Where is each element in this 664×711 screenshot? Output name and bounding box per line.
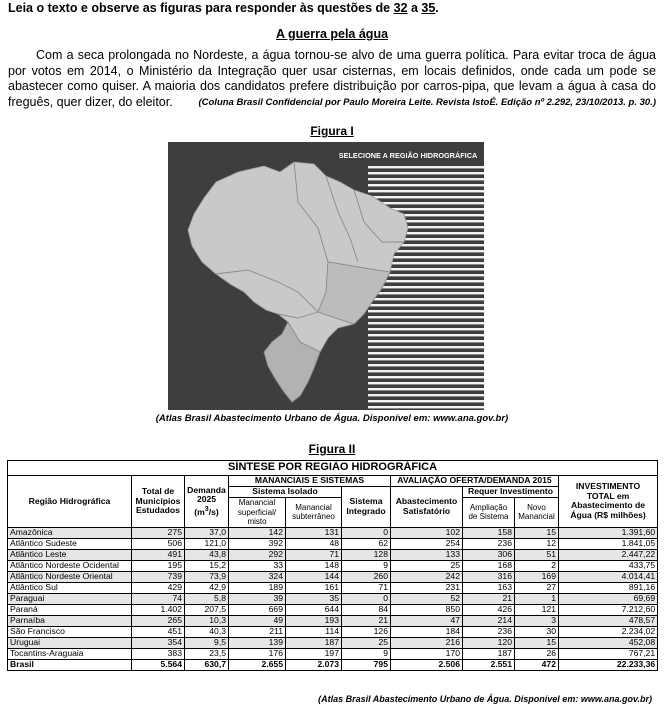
cell-municipios: 195 (132, 560, 185, 571)
table-row (8, 549, 658, 560)
cell-novo: 169 (515, 571, 559, 582)
map-stripe (368, 328, 484, 330)
header-superficial: Manancial superficial/ misto (229, 498, 286, 528)
cell-subterraneo: 48 (286, 538, 342, 549)
cell-demanda: 630,7 (185, 659, 229, 670)
instruction-text-middle: a (407, 1, 422, 15)
map-stripe (368, 292, 484, 294)
cell-name: Uruguai (8, 637, 132, 648)
cell-superficial: 39 (229, 593, 286, 604)
cell-subterraneo: 148 (286, 560, 342, 571)
table-row (8, 637, 658, 648)
header-avaliacao: AVALIAÇÃO OFERTA/DEMANDA 2015 (391, 476, 559, 487)
question-start-number: 32 (393, 1, 408, 15)
map-stripe (368, 304, 484, 306)
cell-integrado: 260 (342, 571, 391, 582)
cell-investimento: 767,21 (559, 648, 658, 659)
cell-superficial: 324 (229, 571, 286, 582)
cell-municipios: 74 (132, 593, 185, 604)
cell-superficial: 189 (229, 582, 286, 593)
cell-investimento: 1.841,05 (559, 538, 658, 549)
map-banner-text: SELECIONE A REGIÃO HIDROGRÁFICA (338, 151, 478, 160)
map-stripe (368, 376, 484, 378)
cell-investimento: 4.014,41 (559, 571, 658, 582)
cell-novo: 3 (515, 615, 559, 626)
figure-1-caption: (Atlas Brasil Abastecimento Urbano de Água. Disponível em: www.ana.gov.br) (155, 413, 509, 424)
header-sistema-isolado: Sistema Isolado (229, 487, 342, 498)
cell-superficial: 49 (229, 615, 286, 626)
instruction-text-start: Leia o texto e observe as figuras para responder às questões de (8, 1, 394, 15)
table-row (8, 593, 658, 604)
map-stripe (368, 364, 484, 366)
cell-investimento: 2.234,02 (559, 626, 658, 637)
cell-satisfatorio: 850 (391, 604, 463, 615)
map-stripe (368, 298, 484, 300)
cell-investimento: 2.447,22 (559, 549, 658, 560)
cell-satisfatorio: 170 (391, 648, 463, 659)
cell-subterraneo: 644 (286, 604, 342, 615)
cell-demanda: 23,5 (185, 648, 229, 659)
map-stripe (368, 316, 484, 318)
cell-novo: 27 (515, 582, 559, 593)
map-stripe (368, 382, 484, 384)
cell-novo: 30 (515, 626, 559, 637)
cell-satisfatorio: 25 (391, 560, 463, 571)
cell-integrado: 21 (342, 615, 391, 626)
map-stripe (368, 394, 484, 396)
header-mananciais: MANANCIAIS E SISTEMAS (229, 476, 391, 487)
cell-novo: 15 (515, 527, 559, 538)
cell-name: São Francisco (8, 626, 132, 637)
cell-superficial: 392 (229, 538, 286, 549)
header-ampliacao: Ampliação de Sistema (463, 498, 515, 528)
map-stripe (368, 334, 484, 336)
table-total-row (8, 659, 658, 670)
cell-investimento: 891,16 (559, 582, 658, 593)
cell-name: Brasil (8, 659, 132, 670)
cell-ampliacao: 306 (463, 549, 515, 560)
cell-integrado: 9 (342, 560, 391, 571)
cell-ampliacao: 426 (463, 604, 515, 615)
cell-integrado: 84 (342, 604, 391, 615)
cell-investimento: 7.212,60 (559, 604, 658, 615)
cell-novo: 2 (515, 560, 559, 571)
cell-subterraneo: 114 (286, 626, 342, 637)
map-stripe (368, 322, 484, 324)
cell-demanda: 207,5 (185, 604, 229, 615)
cell-satisfatorio: 47 (391, 615, 463, 626)
cell-name: Atlântico Leste (8, 549, 132, 560)
cell-municipios: 354 (132, 637, 185, 648)
cell-municipios: 429 (132, 582, 185, 593)
cell-municipios: 5.564 (132, 659, 185, 670)
cell-integrado: 0 (342, 527, 391, 538)
cell-municipios: 451 (132, 626, 185, 637)
header-satisfatorio: Abastecimento Satisfatório (391, 487, 463, 528)
cell-novo: 26 (515, 648, 559, 659)
cell-name: Atlântico Nordeste Oriental (8, 571, 132, 582)
table-row (8, 648, 658, 659)
cell-name: Atlântico Sul (8, 582, 132, 593)
cell-municipios: 506 (132, 538, 185, 549)
table-row (8, 626, 658, 637)
cell-novo: 15 (515, 637, 559, 648)
cell-municipios: 383 (132, 648, 185, 659)
article-title: A guerra pela água (275, 27, 389, 41)
cell-subterraneo: 35 (286, 593, 342, 604)
cell-name: Amazônica (8, 527, 132, 538)
cell-demanda: 121,0 (185, 538, 229, 549)
cell-superficial: 139 (229, 637, 286, 648)
cell-name: Atlântico Nordeste Ocidental (8, 560, 132, 571)
cell-ampliacao: 158 (463, 527, 515, 538)
cell-integrado: 795 (342, 659, 391, 670)
cell-name: Paraguai (8, 593, 132, 604)
cell-superficial: 669 (229, 604, 286, 615)
cell-satisfatorio: 254 (391, 538, 463, 549)
table-row (8, 571, 658, 582)
cell-novo: 472 (515, 659, 559, 670)
cell-ampliacao: 163 (463, 582, 515, 593)
cell-subterraneo: 161 (286, 582, 342, 593)
map-stripe (368, 310, 484, 312)
map-stripe (368, 184, 484, 186)
synthesis-table (7, 460, 658, 671)
cell-ampliacao: 2.551 (463, 659, 515, 670)
cell-demanda: 40,3 (185, 626, 229, 637)
cell-municipios: 739 (132, 571, 185, 582)
cell-ampliacao: 21 (463, 593, 515, 604)
cell-superficial: 292 (229, 549, 286, 560)
cell-subterraneo: 71 (286, 549, 342, 560)
cell-subterraneo: 193 (286, 615, 342, 626)
cell-satisfatorio: 231 (391, 582, 463, 593)
map-stripe (368, 388, 484, 390)
map-stripe (368, 406, 484, 408)
cell-novo: 51 (515, 549, 559, 560)
question-end-number: 35 (421, 1, 436, 15)
map-stripe (368, 172, 484, 174)
cell-name: Paraná (8, 604, 132, 615)
cell-superficial: 2.655 (229, 659, 286, 670)
table-row (8, 604, 658, 615)
instruction-line (8, 1, 439, 15)
cell-integrado: 128 (342, 549, 391, 560)
cell-investimento: 22.233,36 (559, 659, 658, 670)
synthesis-table-container (7, 460, 657, 671)
figure-2-title: Figura II (308, 442, 356, 456)
table-title: SÍNTESE POR REGIÃO HIDROGRÁFICA (8, 461, 658, 476)
map-stripe (368, 352, 484, 354)
cell-subterraneo: 131 (286, 527, 342, 538)
header-region: Região Hidrográfica (8, 476, 132, 528)
cell-ampliacao: 187 (463, 648, 515, 659)
map-stripe (368, 196, 484, 198)
cell-ampliacao: 236 (463, 538, 515, 549)
cell-satisfatorio: 133 (391, 549, 463, 560)
cell-satisfatorio: 184 (391, 626, 463, 637)
cell-demanda: 5,8 (185, 593, 229, 604)
cell-novo: 12 (515, 538, 559, 549)
header-investimento: INVESTIMENTO TOTAL em Abastecimento de Água (R$ milhões) (559, 476, 658, 528)
cell-subterraneo: 2.073 (286, 659, 342, 670)
cell-demanda: 73,9 (185, 571, 229, 582)
cell-ampliacao: 316 (463, 571, 515, 582)
map-stripe (368, 286, 484, 288)
cell-integrado: 71 (342, 582, 391, 593)
cell-integrado: 9 (342, 648, 391, 659)
hydrographic-region-map (168, 142, 484, 410)
map-stripe (368, 370, 484, 372)
cell-demanda: 10,3 (185, 615, 229, 626)
table-body (8, 527, 658, 670)
cell-satisfatorio: 216 (391, 637, 463, 648)
cell-investimento: 478,57 (559, 615, 658, 626)
table-row (8, 560, 658, 571)
cell-investimento: 433,75 (559, 560, 658, 571)
cell-satisfatorio: 52 (391, 593, 463, 604)
header-requer: Requer Investimento (463, 487, 559, 498)
cell-name: Tocantins-Araguaia (8, 648, 132, 659)
cell-superficial: 176 (229, 648, 286, 659)
article-body (8, 48, 656, 110)
cell-satisfatorio: 102 (391, 527, 463, 538)
article-source: (Coluna Brasil Confidencial por Paulo Moreira Leite. Revista IstoÉ. Edição nº 2.292, 23/10/2013. p. 30.) (198, 96, 656, 108)
cell-municipios: 275 (132, 527, 185, 538)
map-stripe (368, 358, 484, 360)
cell-demanda: 42,9 (185, 582, 229, 593)
cell-ampliacao: 236 (463, 626, 515, 637)
cell-satisfatorio: 242 (391, 571, 463, 582)
cell-municipios: 1.402 (132, 604, 185, 615)
cell-novo: 1 (515, 593, 559, 604)
cell-subterraneo: 144 (286, 571, 342, 582)
map-stripe (368, 346, 484, 348)
cell-investimento: 452,08 (559, 637, 658, 648)
cell-demanda: 15,2 (185, 560, 229, 571)
brazil-map-graphic (168, 142, 484, 410)
cell-ampliacao: 214 (463, 615, 515, 626)
header-novo: Novo Manancial (515, 498, 559, 528)
cell-integrado: 0 (342, 593, 391, 604)
header-integrado: Sistema Integrado (342, 487, 391, 528)
cell-ampliacao: 120 (463, 637, 515, 648)
table-row (8, 538, 658, 549)
header-municipios: Total de Municípios Estudados (132, 476, 185, 528)
cell-investimento: 69,69 (559, 593, 658, 604)
cell-demanda: 37,0 (185, 527, 229, 538)
header-subterraneo: Manancial subterrâneo (286, 498, 342, 528)
cell-integrado: 25 (342, 637, 391, 648)
cell-municipios: 491 (132, 549, 185, 560)
cell-superficial: 33 (229, 560, 286, 571)
table-row (8, 582, 658, 593)
cell-investimento: 1.391,60 (559, 527, 658, 538)
cell-demanda: 9,5 (185, 637, 229, 648)
table-row (8, 527, 658, 538)
cell-novo: 121 (515, 604, 559, 615)
cell-demanda: 43,8 (185, 549, 229, 560)
cell-satisfatorio: 2.506 (391, 659, 463, 670)
cell-superficial: 142 (229, 527, 286, 538)
header-demanda: Demanda 2025 $(m^3/s)$ (185, 476, 229, 528)
map-stripe (368, 178, 484, 180)
cell-subterraneo: 197 (286, 648, 342, 659)
cell-ampliacao: 168 (463, 560, 515, 571)
cell-integrado: 126 (342, 626, 391, 637)
map-stripes (368, 166, 484, 408)
cell-subterraneo: 187 (286, 637, 342, 648)
map-stripe (368, 340, 484, 342)
instruction-text-end: . (435, 1, 439, 15)
cell-name: Atlântico Sudeste (8, 538, 132, 549)
map-stripe (368, 400, 484, 402)
map-stripe (368, 202, 484, 204)
map-stripe (368, 166, 484, 168)
map-stripe (368, 190, 484, 192)
table-row (8, 615, 658, 626)
cell-integrado: 62 (342, 538, 391, 549)
cell-municipios: 265 (132, 615, 185, 626)
cell-name: Parnaíba (8, 615, 132, 626)
figure-2-source: (Atlas Brasil Abastecimento Urbano de Água. Disponível em: www.ana.gov.br) (318, 694, 652, 704)
figure-1-title: Figura I (310, 124, 354, 138)
article-text: Com a seca prolongada no Nordeste, a água tornou-se alvo de uma guerra política. Para evitar troca de água por votos em 2014, o Ministério da Integração quer usar cisternas, em locais definidos, onde cada um pode se abastecer como quiser. A maioria dos candidatos prefere distribuição por carros-pipa, que levam a água à casa do freguês, quer dizer, do eleitor. (8, 48, 656, 109)
cell-superficial: 211 (229, 626, 286, 637)
